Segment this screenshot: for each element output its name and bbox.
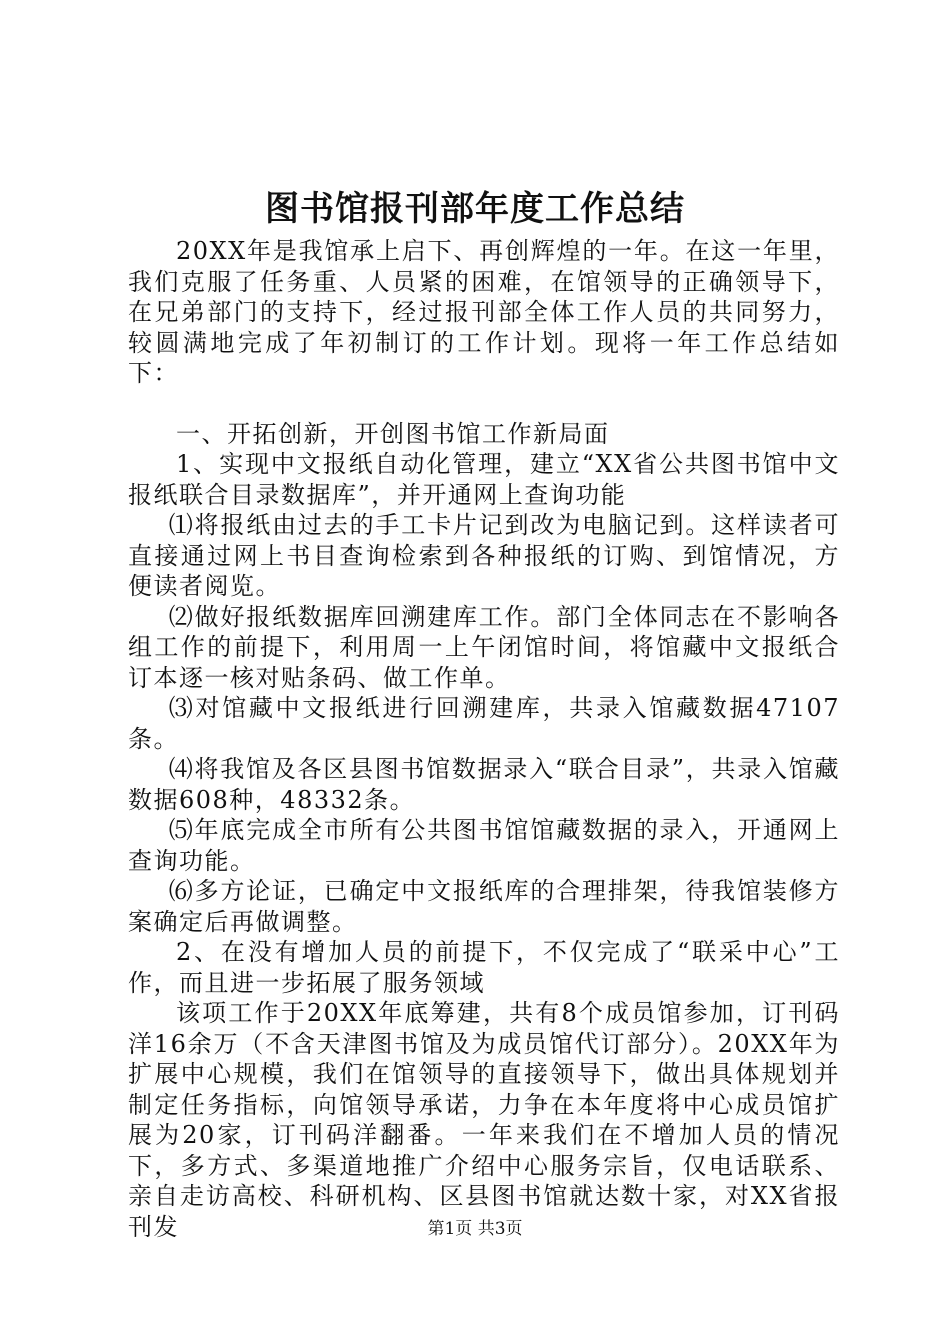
page-number: 第1页 共3页 (427, 1219, 523, 1239)
document-body (128, 236, 840, 1242)
document-title: 图书馆报刊部年度工作总结 (265, 189, 685, 229)
section-heading-1: 一、开拓创新，开创图书馆工作新局面 (176, 419, 610, 448)
list-item-1: ⑴将报纸由过去的手工卡片记到改为电脑记到。这样读者可直接通过网上书目查询检索到各种报纸的订购、到馆情况，方便读者阅览。 (128, 511, 840, 600)
subsection-heading-1: 1、实现中文报纸自动化管理，建立“XX省公共图书馆中文报纸联合目录数据库”，并开通网上查询功能 (128, 450, 840, 509)
intro-paragraph: 20XX年是我馆承上启下、再创辉煌的一年。在这一年里，我们克服了任务重、人员紧的困难，在馆领导的正确领导下，在兄弟部门的支持下，经过报刊部全体工作人员的共同努力，较圆满地完成了年初制订的工作计划。现将一年工作总结如下： (128, 237, 840, 387)
list-item-6: ⑹多方论证，已确定中文报纸库的合理排架，待我馆装修方案确定后再做调整。 (128, 877, 840, 936)
list-item-5: ⑸年底完成全市所有公共图书馆馆藏数据的录入，开通网上查询功能。 (128, 816, 840, 875)
subsection-heading-2: 2、在没有增加人员的前提下，不仅完成了“联采中心”工作，而且进一步拓展了服务领域 (128, 938, 840, 997)
list-item-4: ⑷将我馆及各区县图书馆数据录入“联合目录”，共录入馆藏数据608种，48332条。 (128, 755, 840, 814)
list-item-2: ⑵做好报纸数据库回溯建库工作。部门全体同志在不影响各组工作的前提下，利用周一上午闭馆时间，将馆藏中文报纸合订本逐一核对贴条码、做工作单。 (128, 602, 840, 692)
body-paragraph: 该项工作于20XX年底筹建，共有8个成员馆参加，订刊码洋16余万（不含天津图书馆及为成员馆代订部分）。20XX年为扩展中心规模，我们在馆领导的直接领导下，做出具体规划并制定任务指标，向馆领导承诺，力争在本年度将中心成员馆扩展为20家，订刊码洋翻番。一年来我们在不增加人员的情况下，多方式、多渠道地推广介绍中心服务宗旨，仅电话联系、亲自走访高校、科研机构、区县图书馆就达数十家，对XX省报刊发 (128, 999, 840, 1241)
list-item-3: ⑶对馆藏中文报纸进行回溯建库，共录入馆藏数据47107条。 (128, 694, 840, 753)
